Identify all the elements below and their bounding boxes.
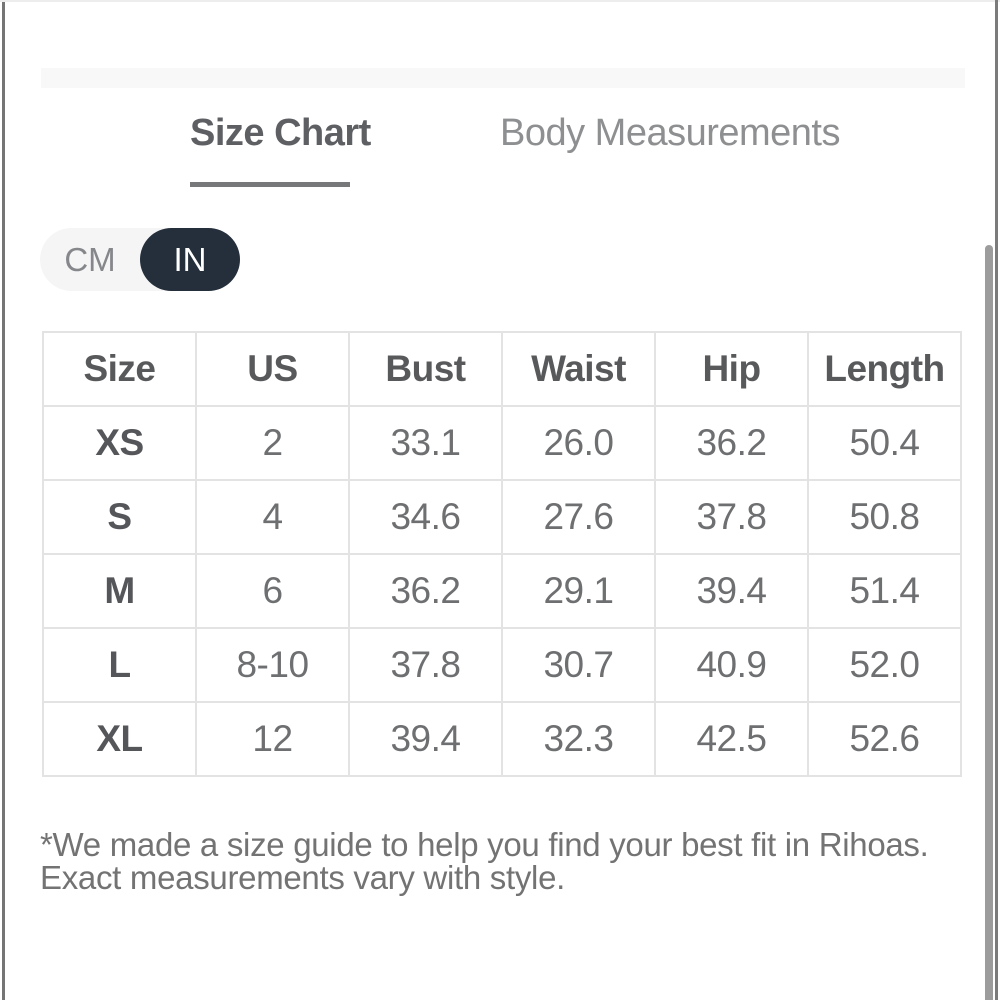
column-header: Length xyxy=(808,332,961,406)
value-cell: 4 xyxy=(196,480,349,554)
value-cell: 36.2 xyxy=(349,554,502,628)
size-cell: M xyxy=(43,554,196,628)
value-cell: 29.1 xyxy=(502,554,655,628)
table-header-row xyxy=(43,332,961,406)
size-cell: XS xyxy=(43,406,196,480)
value-cell: 51.4 xyxy=(808,554,961,628)
value-cell: 32.3 xyxy=(502,702,655,776)
value-cell: 50.4 xyxy=(808,406,961,480)
value-cell: 36.2 xyxy=(655,406,808,480)
tab-size-chart[interactable] xyxy=(190,112,371,155)
size-cell: S xyxy=(43,480,196,554)
active-tab-underline xyxy=(190,182,350,187)
table-row xyxy=(43,480,961,554)
footnote-line-2: Exact measurements vary with style. xyxy=(40,859,566,896)
value-cell: 27.6 xyxy=(502,480,655,554)
window-border-left xyxy=(2,2,5,1000)
unit-option-in[interactable] xyxy=(140,228,240,291)
size-cell: L xyxy=(43,628,196,702)
value-cell: 40.9 xyxy=(655,628,808,702)
unit-option-in-label: IN xyxy=(173,240,207,278)
value-cell: 39.4 xyxy=(349,702,502,776)
top-hairline xyxy=(0,0,1000,2)
value-cell: 37.8 xyxy=(349,628,502,702)
value-cell: 33.1 xyxy=(349,406,502,480)
value-cell: 42.5 xyxy=(655,702,808,776)
value-cell: 2 xyxy=(196,406,349,480)
footnote-line-1: *We made a size guide to help you find your best fit in Rihoas. xyxy=(40,826,929,863)
column-header: Hip xyxy=(655,332,808,406)
value-cell: 12 xyxy=(196,702,349,776)
column-header: Waist xyxy=(502,332,655,406)
value-cell: 30.7 xyxy=(502,628,655,702)
size-cell: XL xyxy=(43,702,196,776)
value-cell: 34.6 xyxy=(349,480,502,554)
value-cell: 8-10 xyxy=(196,628,349,702)
value-cell: 39.4 xyxy=(655,554,808,628)
top-divider-bar xyxy=(41,68,965,88)
column-header: US xyxy=(196,332,349,406)
size-chart-table xyxy=(42,331,962,777)
table-row xyxy=(43,702,961,776)
table-row xyxy=(43,628,961,702)
window-border-right xyxy=(995,0,998,1000)
column-header: Size xyxy=(43,332,196,406)
column-header: Bust xyxy=(349,332,502,406)
tab-body-measurements-label: Body Measurements xyxy=(500,112,840,154)
value-cell: 52.6 xyxy=(808,702,961,776)
unit-toggle[interactable] xyxy=(40,228,240,291)
value-cell: 26.0 xyxy=(502,406,655,480)
table-row xyxy=(43,554,961,628)
tab-size-chart-label: Size Chart xyxy=(190,112,371,154)
unit-option-cm[interactable] xyxy=(40,228,140,291)
value-cell: 37.8 xyxy=(655,480,808,554)
value-cell: 6 xyxy=(196,554,349,628)
tab-body-measurements[interactable] xyxy=(500,112,840,155)
footnote xyxy=(40,828,929,894)
table-row xyxy=(43,406,961,480)
value-cell: 52.0 xyxy=(808,628,961,702)
unit-option-cm-label: CM xyxy=(64,240,116,278)
value-cell: 50.8 xyxy=(808,480,961,554)
scrollbar-thumb[interactable] xyxy=(985,245,993,1000)
